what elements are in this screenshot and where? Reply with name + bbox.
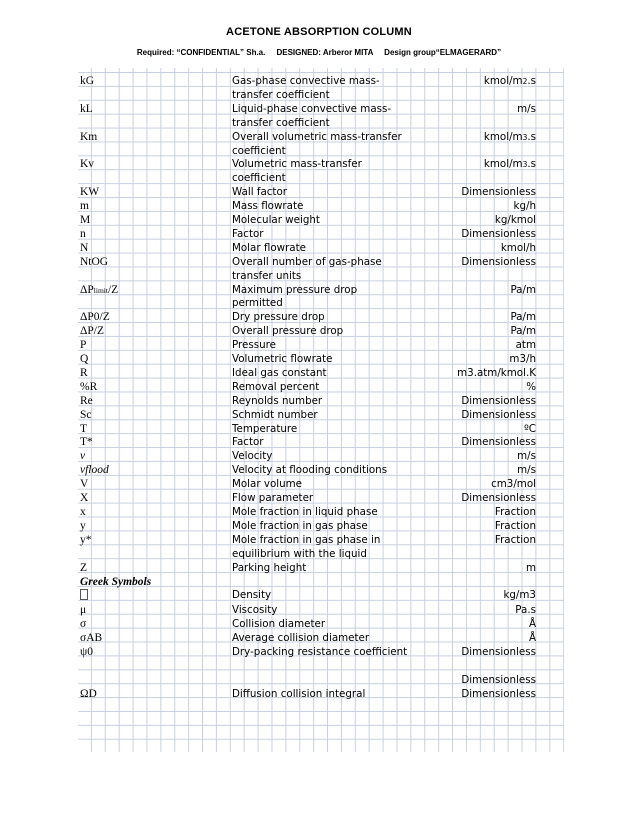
table-row — [78, 242, 538, 256]
unit-cell: kmol/h — [500, 241, 536, 254]
table-row — [78, 395, 538, 409]
symbol-cell: X — [80, 492, 89, 505]
table-row — [78, 646, 538, 674]
symbol-cell: Kv — [80, 158, 95, 171]
unit-cell: Pa.s — [515, 604, 536, 617]
table-row — [78, 228, 538, 242]
table-row — [78, 131, 538, 159]
description-cell: Reynolds number — [232, 394, 323, 407]
symbol-cell: %R — [80, 380, 98, 393]
unit-cell: Pa/m — [510, 283, 536, 296]
table-row — [78, 688, 538, 702]
table-row — [78, 353, 538, 367]
unit-cell: Dimensionless — [461, 436, 536, 449]
description-cell: Schmidt number — [232, 408, 318, 421]
unit-cell: m/s — [517, 450, 536, 463]
unit-cell: Fraction — [494, 533, 536, 546]
description-cell: Flow parameter — [232, 492, 314, 505]
description-cell: Dry-packing resistance coefficient — [232, 646, 408, 659]
unit-cell: Dimensionless — [461, 673, 536, 686]
unit-cell: m/s — [517, 102, 536, 115]
description-cell: Viscosity — [232, 604, 278, 617]
description-cell: Parking height — [232, 561, 307, 574]
description-cell: Pressure — [232, 339, 276, 352]
description-cell: Ideal gas constant — [232, 366, 327, 379]
description-cell: Mole fraction in gas phase — [232, 519, 368, 532]
table-row — [78, 604, 538, 618]
description-cell: Dry pressure drop — [232, 311, 325, 324]
description-cell: Diffusion collision integral — [232, 687, 366, 700]
description-cell: Mole fraction in liquid phase — [232, 506, 378, 518]
table-row — [78, 450, 538, 464]
symbol-cell: V — [80, 478, 89, 491]
unit-cell: m/s — [517, 464, 536, 477]
table-row — [78, 325, 538, 339]
symbol-cell: m — [80, 200, 89, 213]
symbol-cell: ψ0 — [80, 646, 93, 659]
symbol-cell: N — [80, 241, 89, 254]
unit-cell: Fraction — [494, 506, 536, 518]
table-row — [78, 618, 538, 632]
description-cell: Overall pressure drop — [232, 325, 344, 338]
table-row — [78, 492, 538, 506]
unit-cell: Å — [528, 632, 536, 645]
symbol-cell — [78, 674, 232, 688]
symbol-cell: ΩD — [80, 687, 97, 700]
table-row — [78, 520, 538, 534]
symbol-cell: kL — [80, 102, 93, 115]
description-cell: Volumetric flowrate — [232, 353, 333, 366]
table-row — [78, 478, 538, 492]
unit-cell: kg/h — [513, 200, 536, 213]
unit-cell: m3.atm/kmol.K — [457, 366, 536, 379]
unit-cell: Dimensionless — [461, 408, 536, 421]
symbol-cell: KW — [80, 186, 100, 199]
table-row — [78, 506, 538, 520]
unit-cell: Dimensionless — [461, 687, 536, 700]
description-cell: Overall number of gas-phase transfer units — [232, 255, 382, 282]
page-title: ACETONE ABSORPTION COLUMN — [226, 26, 412, 38]
table-row — [78, 562, 538, 576]
description-cell: Collision diameter — [232, 618, 326, 631]
symbol-cell: y* — [80, 533, 92, 546]
table-row — [78, 214, 538, 228]
unit-cell: m3/h — [509, 353, 536, 366]
unit-cell: ºC — [523, 422, 536, 435]
table-row — [78, 256, 538, 284]
description-cell: Removal percent — [232, 380, 320, 393]
table-row — [78, 75, 538, 103]
nomenclature-table — [78, 75, 538, 702]
symbol-cell: x — [80, 506, 86, 518]
unit-cell: Dimensionless — [461, 492, 536, 505]
unit-cell: Dimensionless — [461, 394, 536, 407]
unit-cell: kg/kmol — [494, 214, 536, 226]
symbol-cell: R — [80, 366, 88, 379]
description-cell — [232, 576, 408, 590]
unit-cell: atm — [515, 339, 536, 352]
symbol-cell: σAB — [80, 632, 103, 645]
unit-cell: kg/m3 — [503, 589, 536, 602]
symbol-cell: σ — [80, 618, 87, 631]
symbol-cell: T* — [80, 436, 93, 449]
symbol-cell: P — [80, 339, 87, 352]
table-row — [78, 367, 538, 381]
table-row — [78, 200, 538, 214]
table-row — [78, 158, 538, 186]
unit-cell: Å — [528, 618, 536, 631]
unit-cell: cm3/mol — [491, 478, 536, 491]
table-row — [78, 103, 538, 131]
table-row — [78, 423, 538, 437]
unit-cell: kmol/m3.s — [483, 130, 536, 143]
symbol-cell: Km — [80, 130, 98, 143]
table-row — [78, 589, 538, 604]
table-row — [78, 632, 538, 646]
symbol-cell: Re — [80, 394, 93, 407]
unit-cell: m — [525, 561, 536, 574]
unit-cell: Pa/m — [510, 325, 536, 338]
symbol-cell: kG — [80, 75, 95, 87]
description-cell — [232, 674, 408, 688]
greek-symbols-heading: Greek Symbols — [80, 575, 152, 588]
table-row — [78, 409, 538, 423]
unit-cell: % — [526, 380, 536, 393]
symbol-cell: Z — [80, 561, 88, 574]
table-row — [78, 534, 538, 562]
description-cell: Molar volume — [232, 478, 303, 491]
description-cell: Velocity at flooding conditions — [232, 464, 388, 477]
unit-cell: Dimensionless — [461, 186, 536, 199]
section-heading-row — [78, 576, 538, 590]
table-row — [78, 339, 538, 353]
table-row — [78, 674, 538, 688]
symbol-cell: T — [80, 422, 88, 435]
description-cell: Velocity — [232, 450, 273, 463]
unit-cell: Dimensionless — [461, 255, 536, 268]
description-cell: Overall volumetric mass-transfer coefficient — [232, 130, 402, 157]
symbol-cell: vflood — [80, 464, 109, 477]
table-row — [78, 311, 538, 325]
symbol-cell: Sc — [80, 408, 92, 421]
description-cell: Factor — [232, 227, 264, 240]
description-cell: Wall factor — [232, 186, 287, 199]
symbol-cell: Q — [80, 353, 89, 366]
unit-cell: Pa/m — [510, 311, 536, 324]
unit-cell — [408, 576, 538, 590]
symbol-cell: ΔPlimit/Z — [80, 283, 119, 296]
symbol-cell: v — [80, 450, 86, 463]
table-row — [78, 464, 538, 478]
description-cell: Mass flowrate — [232, 200, 304, 213]
table-row — [78, 284, 538, 312]
symbol-cell: ΔP0/Z — [80, 311, 110, 324]
table-row — [78, 436, 538, 450]
description-cell: Maximum pressure drop permitted — [232, 283, 358, 310]
symbol-cell: NtOG — [80, 255, 109, 268]
symbol-cell — [78, 589, 232, 604]
unit-cell: Dimensionless — [461, 227, 536, 240]
table-row — [78, 381, 538, 395]
description-cell: Volumetric mass-transfer coefficient — [232, 158, 362, 185]
symbol-cell: μ — [80, 604, 87, 617]
missing-glyph-icon — [80, 589, 88, 600]
description-cell: Temperature — [232, 422, 298, 435]
description-cell: Average collision diameter — [232, 632, 370, 645]
description-cell: Mole fraction in gas phase in equilibrium with the liquid — [232, 533, 381, 560]
unit-cell: Dimensionless — [461, 646, 536, 659]
description-cell: Molecular weight — [232, 214, 320, 226]
description-cell: Gas-phase convective mass-transfer coefficient — [232, 75, 380, 101]
description-cell: Density — [232, 589, 272, 602]
description-cell: Molar flowrate — [232, 241, 306, 254]
unit-cell: kmol/m2.s — [483, 75, 536, 87]
symbol-cell: M — [80, 214, 91, 226]
symbol-cell: y — [80, 519, 86, 532]
page-subtitle: Required: “CONFIDENTIAL” Sh.a. DESIGNED: Arberor MITA Design group“ELMAGERARD” — [136, 48, 502, 57]
description-cell: Liquid-phase convective mass-transfer coefficient — [232, 102, 392, 129]
unit-cell: Fraction — [494, 519, 536, 532]
table-row — [78, 186, 538, 200]
unit-cell: kmol/m3.s — [483, 158, 536, 171]
symbol-cell: ΔP/Z — [80, 325, 105, 338]
description-cell: Factor — [232, 436, 264, 449]
symbol-cell: n — [80, 227, 86, 240]
